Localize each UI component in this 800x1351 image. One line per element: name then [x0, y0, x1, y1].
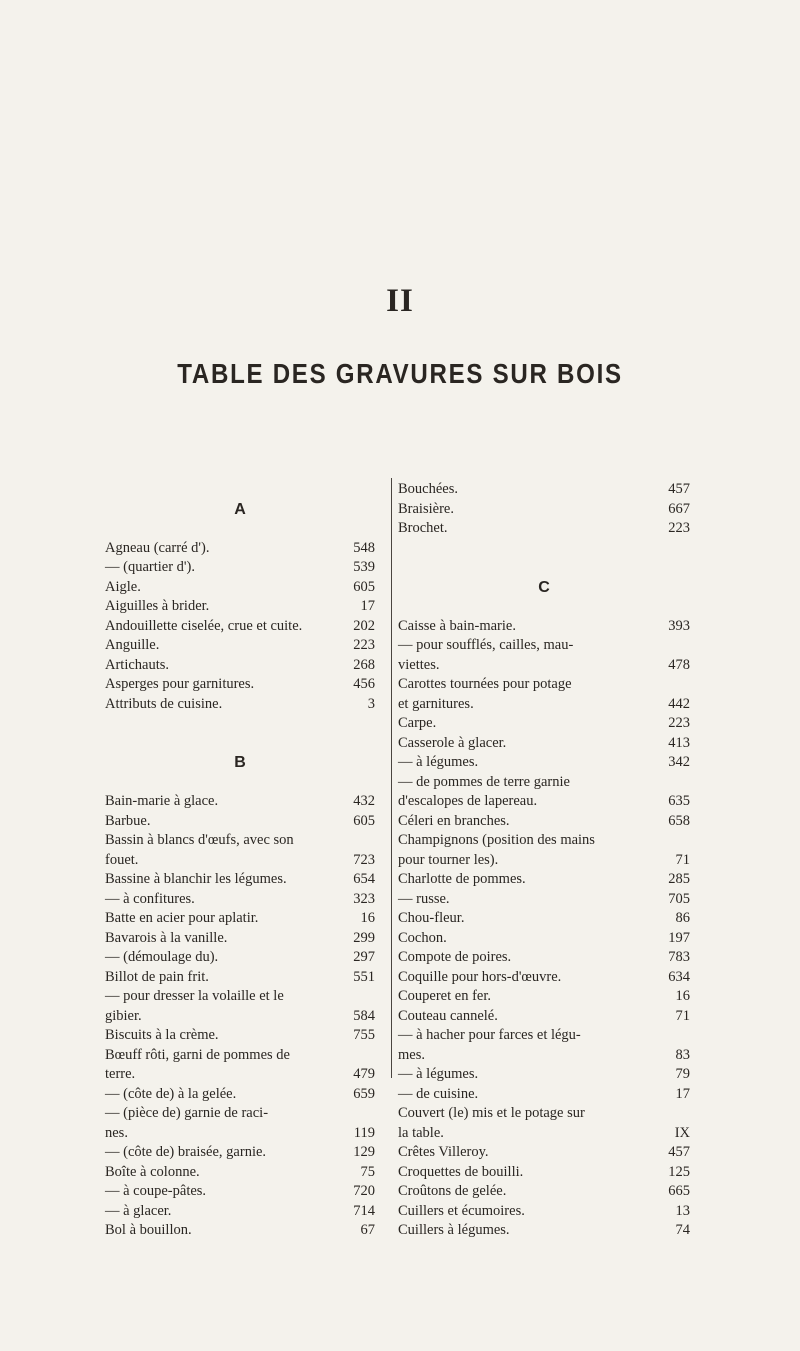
entry-label: Bol à bouillon.	[105, 1222, 192, 1238]
entry-figure-number: 285	[668, 871, 690, 887]
right-column	[398, 480, 690, 1241]
entry-label: Billot de pain frit.	[105, 968, 209, 985]
entry-label: — (côte de) à la gelée.	[105, 1085, 237, 1102]
entry-label: Bœuff rôti, garni de pommes de	[105, 1046, 290, 1063]
entry-label: viettes.	[398, 656, 440, 673]
entry-figure-number: 634	[668, 968, 690, 985]
entry-figure-number: 605	[353, 812, 375, 829]
entry-figure-number: 197	[668, 929, 690, 946]
index-entry	[398, 675, 690, 695]
entry-label: gibier.	[105, 1007, 142, 1024]
entry-figure-number: 297	[353, 949, 375, 965]
index-entry	[105, 1085, 375, 1105]
entry-label: — de pommes de terre garnie	[398, 773, 570, 790]
entry-label: — pour dresser la volaille et le	[105, 988, 284, 1004]
entry-figure-number: 755	[353, 1027, 375, 1043]
index-entry	[105, 1143, 375, 1163]
entry-label: Bassin à blancs d'œufs, avec son	[105, 832, 294, 848]
index-entry	[105, 890, 375, 910]
entry-figure-number: 548	[353, 539, 375, 556]
entry-label: Carottes tournées pour potage	[398, 676, 572, 692]
entry-label: — à légumes.	[398, 754, 479, 770]
index-entry	[105, 695, 375, 715]
index-entry	[398, 890, 690, 910]
entry-label: Couperet en fer.	[398, 988, 492, 1004]
index-entry	[398, 656, 690, 676]
index-entry	[398, 1202, 690, 1222]
entry-figure-number: 783	[668, 949, 690, 965]
entry-label: Aigle.	[105, 578, 141, 595]
entry-label: nes.	[105, 1124, 128, 1141]
entry-figure-number: 16	[675, 988, 690, 1004]
entry-label: Anguille.	[105, 637, 160, 653]
entry-label: Crêtes Villeroy.	[398, 1144, 489, 1160]
entry-label: — à confitures.	[105, 890, 195, 907]
index-entry	[398, 1046, 690, 1066]
entry-figure-number: 432	[353, 793, 375, 809]
entry-list-c	[398, 617, 690, 1241]
index-entry	[398, 929, 690, 949]
entry-list-b-continued	[398, 480, 690, 539]
entry-label: Batte en acier pour aplatir.	[105, 910, 259, 926]
index-entry	[105, 792, 375, 812]
index-entry	[105, 948, 375, 968]
entry-label: fouet.	[105, 851, 139, 868]
entry-figure-number: 75	[360, 1163, 375, 1180]
entry-label: — (côte de) braisée, garnie.	[105, 1144, 267, 1160]
entry-figure-number: 119	[353, 1124, 375, 1141]
entry-list-a	[105, 539, 375, 715]
index-entry	[105, 1202, 375, 1222]
entry-label: Caisse à bain-marie.	[398, 617, 516, 634]
entry-label: Croquettes de bouilli.	[398, 1163, 524, 1180]
index-entry	[398, 519, 690, 539]
entry-label: — pour soufflés, cailles, mau-	[398, 637, 574, 653]
entry-figure-number: 67	[360, 1222, 375, 1238]
entry-label: Andouillette ciselée, crue et cuite.	[105, 617, 303, 634]
index-entry	[105, 929, 375, 949]
entry-label: Bain-marie à glace.	[105, 793, 219, 809]
entry-label: — à coupe-pâtes.	[105, 1183, 207, 1199]
entry-label: Biscuits à la crème.	[105, 1027, 219, 1043]
entry-label: — (quartier d').	[105, 559, 195, 575]
index-entry	[105, 1065, 375, 1085]
entry-label: Attributs de cuisine.	[105, 695, 223, 712]
entry-label: — (démoulage du).	[105, 949, 219, 965]
entry-figure-number: 268	[353, 656, 375, 673]
entry-figure-number: 551	[353, 968, 375, 985]
entry-figure-number: 129	[353, 1144, 375, 1160]
entry-label: la table.	[398, 1124, 444, 1141]
entry-label: Barbue.	[105, 812, 151, 829]
entry-figure-number: 393	[668, 617, 690, 634]
entry-label: Agneau (carré d').	[105, 539, 210, 556]
entry-label: Aiguilles à brider.	[105, 598, 210, 614]
entry-figure-number: 323	[353, 890, 375, 907]
index-entry	[398, 812, 690, 832]
entry-figure-number: 74	[675, 1222, 690, 1238]
entry-figure-number: 86	[675, 910, 690, 926]
entry-figure-number: 665	[668, 1183, 690, 1199]
index-entry	[105, 636, 375, 656]
index-entry	[105, 1221, 375, 1241]
index-entry	[398, 1221, 690, 1241]
entry-figure-number: 456	[353, 676, 375, 692]
index-entry	[398, 1085, 690, 1105]
entry-label: Céleri en branches.	[398, 812, 510, 829]
section-heading-c: C	[538, 578, 550, 596]
index-entry	[398, 753, 690, 773]
entry-figure-number: 659	[353, 1085, 375, 1102]
index-entry	[105, 1007, 375, 1027]
entry-figure-number: 13	[675, 1202, 690, 1219]
entry-figure-number: 223	[668, 715, 690, 731]
index-entry	[398, 831, 690, 851]
index-entry	[105, 812, 375, 832]
index-entry	[105, 597, 375, 617]
entry-figure-number: 442	[668, 695, 690, 712]
entry-label: Chou-fleur.	[398, 910, 465, 926]
index-entry	[398, 773, 690, 793]
index-entry	[105, 656, 375, 676]
index-entry	[105, 1104, 375, 1124]
entry-figure-number: 17	[675, 1085, 690, 1102]
entry-label: Bavarois à la vanille.	[105, 929, 228, 946]
index-entry	[105, 578, 375, 598]
entry-label: Cochon.	[398, 929, 447, 946]
entry-label: — de cuisine.	[398, 1085, 479, 1102]
entry-figure-number: 635	[668, 793, 690, 809]
entry-label: Cuillers à légumes.	[398, 1222, 510, 1238]
entry-figure-number: 299	[353, 929, 375, 946]
index-entry	[398, 1104, 690, 1124]
entry-label: Croûtons de gelée.	[398, 1183, 507, 1199]
entry-figure-number: 658	[668, 812, 690, 829]
index-entry	[398, 1163, 690, 1183]
entry-figure-number: 723	[353, 851, 375, 868]
entry-label: Coquille pour hors-d'œuvre.	[398, 968, 562, 985]
index-entry	[105, 831, 375, 851]
index-entry	[398, 1026, 690, 1046]
page-number: II	[386, 283, 414, 319]
index-entry	[105, 1182, 375, 1202]
entry-label: terre.	[105, 1066, 136, 1082]
entry-figure-number: 71	[675, 1007, 690, 1024]
index-entry	[398, 792, 690, 812]
entry-label: Couteau cannelé.	[398, 1007, 498, 1024]
entry-figure-number: 667	[668, 500, 690, 517]
entry-figure-number: 539	[353, 559, 375, 575]
entry-figure-number: 457	[668, 1144, 690, 1160]
left-column	[105, 480, 375, 1241]
entry-label: — (pièce de) garnie de raci-	[105, 1105, 269, 1121]
entry-label: Bassine à blanchir les légumes.	[105, 871, 287, 887]
index-entry	[105, 675, 375, 695]
entry-figure-number: 342	[668, 754, 690, 770]
entry-figure-number: 83	[675, 1046, 690, 1063]
entry-figure-number: 705	[668, 890, 690, 907]
entry-figure-number: 17	[360, 598, 375, 614]
index-entry	[398, 500, 690, 520]
entry-label: Brochet.	[398, 520, 448, 536]
index-entry	[105, 909, 375, 929]
entry-figure-number: 125	[668, 1163, 690, 1180]
index-entry	[398, 870, 690, 890]
index-entry	[398, 714, 690, 734]
entry-label: d'escalopes de lapereau.	[398, 793, 538, 809]
index-entry	[398, 1143, 690, 1163]
entry-figure-number: 605	[353, 578, 375, 595]
entry-figure-number: 479	[353, 1066, 375, 1082]
entry-label: Couvert (le) mis et le potage sur	[398, 1105, 585, 1121]
index-entry	[398, 968, 690, 988]
index-entry	[105, 1124, 375, 1144]
entry-label: Champignons (position des mains	[398, 832, 595, 848]
entry-label: Cuillers et écumoires.	[398, 1202, 525, 1219]
index-entry	[398, 1065, 690, 1085]
entry-figure-number: 584	[353, 1007, 375, 1024]
entry-figure-number: 71	[675, 851, 690, 868]
entry-label: Casserole à glacer.	[398, 734, 507, 751]
index-entry	[398, 1124, 690, 1144]
index-entry	[398, 636, 690, 656]
index-entry	[105, 558, 375, 578]
entry-label: Boîte à colonne.	[105, 1163, 200, 1180]
entry-label: — russe.	[398, 890, 450, 907]
index-entry	[105, 539, 375, 559]
entry-label: Artichauts.	[105, 656, 170, 673]
entry-figure-number: 223	[353, 637, 375, 653]
entry-label: Braisière.	[398, 500, 454, 517]
entry-label: Charlotte de pommes.	[398, 871, 526, 887]
index-entry	[398, 617, 690, 637]
index-entry	[398, 734, 690, 754]
index-entry	[398, 851, 690, 871]
entry-figure-number: 413	[668, 734, 690, 751]
entry-figure-number: 720	[353, 1183, 375, 1199]
index-entry	[398, 909, 690, 929]
entry-figure-number: 457	[668, 481, 690, 497]
entry-label: — à hacher pour farces et légu-	[398, 1027, 581, 1043]
index-entry	[398, 987, 690, 1007]
index-entry	[105, 851, 375, 871]
section-heading-b: B	[234, 754, 246, 771]
entry-figure-number: 654	[353, 871, 375, 887]
index-entry	[398, 948, 690, 968]
entry-figure-number: 79	[675, 1066, 690, 1082]
entry-label: — à légumes.	[398, 1066, 479, 1082]
page-title: TABLE DES GRAVURES SUR BOIS	[177, 358, 623, 389]
index-entry	[105, 968, 375, 988]
entry-figure-number: 16	[360, 910, 375, 926]
index-entry	[105, 987, 375, 1007]
entry-figure-number: 714	[353, 1202, 375, 1219]
index-entry	[398, 480, 690, 500]
entry-label: pour tourner les).	[398, 851, 499, 868]
entry-figure-number: 202	[353, 617, 375, 634]
entry-label: — à glacer.	[105, 1202, 172, 1219]
entry-label: et garnitures.	[398, 695, 474, 712]
entry-label: mes.	[398, 1046, 425, 1063]
column-divider	[391, 478, 392, 1078]
entry-label: Carpe.	[398, 715, 437, 731]
index-entry	[105, 1046, 375, 1066]
index-entry	[398, 1007, 690, 1027]
index-entry	[105, 1026, 375, 1046]
index-entry	[105, 870, 375, 890]
entry-figure-number: 478	[668, 656, 690, 673]
entry-label: Bouchées.	[398, 481, 458, 497]
entry-figure-number: 223	[668, 520, 690, 536]
index-entry	[398, 1182, 690, 1202]
entry-label: Asperges pour garnitures.	[105, 676, 255, 692]
entry-list-b	[105, 792, 375, 1241]
index-entry	[398, 695, 690, 715]
section-heading-a: A	[234, 500, 246, 518]
index-entry	[105, 1163, 375, 1183]
entry-label: Compote de poires.	[398, 949, 512, 965]
entry-figure-number: 3	[367, 695, 375, 712]
entry-figure-number: IX	[674, 1124, 690, 1141]
index-entry	[105, 617, 375, 637]
